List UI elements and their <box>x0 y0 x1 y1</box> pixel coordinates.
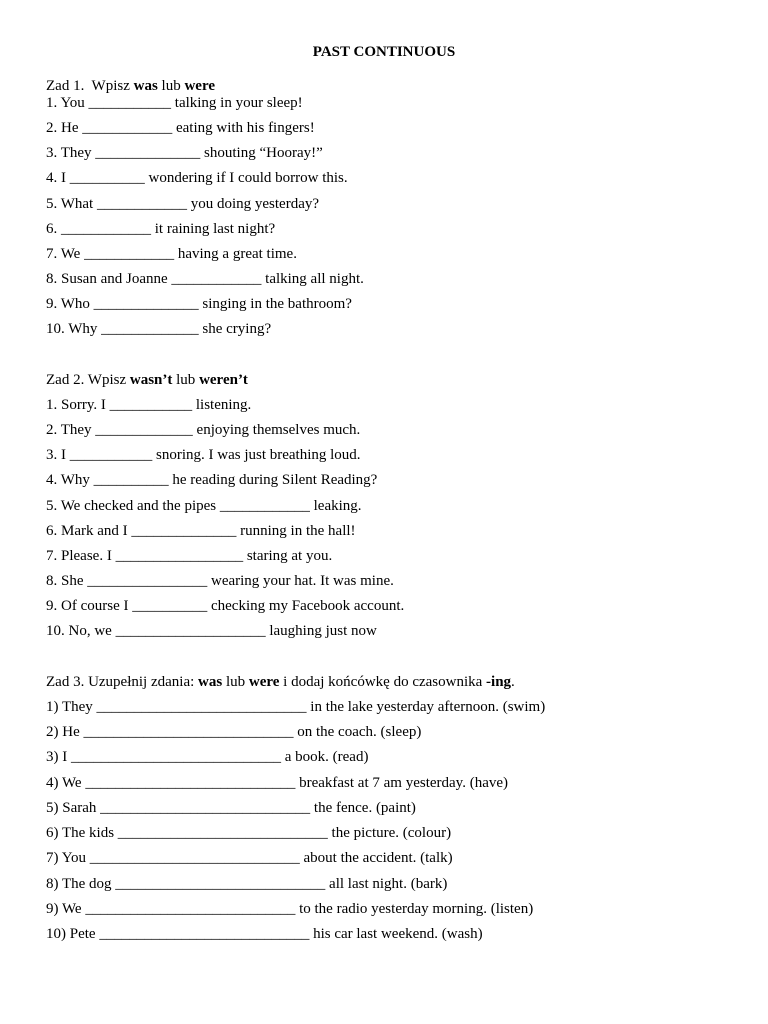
zad3-item-3: 3) I ____________________________ a book. (read) <box>46 749 369 765</box>
zad3-item-6: 6) The kids ____________________________ the picture. (colour) <box>46 825 452 841</box>
zad3-heading-bold-were: were <box>248 674 280 690</box>
zad2-item-9: 9. Of course I __________ checking my Facebook account. <box>46 598 405 614</box>
zad3-item-8: 8) The dog ____________________________ all last night. (bark) <box>46 876 448 892</box>
zad3-item-7: 7) You ____________________________ about the accident. (talk) <box>46 850 453 866</box>
zad3-item-2: 2) He ____________________________ on the coach. (sleep) <box>46 724 422 740</box>
zad3-heading-bold-was: was <box>198 674 223 690</box>
zad1-heading-bold-was: was <box>133 78 158 94</box>
zad2-item-2: 2. They _____________ enjoying themselves much. <box>46 422 361 438</box>
zad1-heading-mid: lub <box>157 78 185 94</box>
zad2-item-8: 8. She ________________ wearing your hat. It was mine. <box>46 573 394 589</box>
zad1-item-5: 5. What ____________ you doing yesterday? <box>46 196 320 212</box>
zad2-item-4: 4. Why __________ he reading during Silent Reading? <box>46 472 378 488</box>
zad3-item-10: 10) Pete ____________________________ his car last weekend. (wash) <box>46 926 483 942</box>
zad3-item-5: 5) Sarah ____________________________ the fence. (paint) <box>46 800 416 816</box>
zad1-item-7: 7. We ____________ having a great time. <box>46 246 297 262</box>
zad2-item-3: 3. I ___________ snoring. I was just breathing loud. <box>46 447 361 463</box>
zad2-item-6: 6. Mark and I ______________ running in the hall! <box>46 523 356 539</box>
zad3-heading-prefix: Zad 3. Uzupełnij zdania: <box>46 674 199 690</box>
zad3-heading <box>46 673 515 691</box>
zad1-item-8: 8. Susan and Joanne ____________ talking all night. <box>46 271 364 287</box>
zad2-item-5: 5. We checked and the pipes ____________ leaking. <box>46 498 362 514</box>
zad1-item-9: 9. Who ______________ singing in the bathroom? <box>46 296 352 312</box>
zad2-heading <box>46 371 248 389</box>
zad3-item-1: 1) They ____________________________ in the lake yesterday afternoon. (swim) <box>46 699 546 715</box>
zad1-heading <box>46 77 215 95</box>
zad2-item-1: 1. Sorry. I ___________ listening. <box>46 397 252 413</box>
zad1-heading-prefix: Zad 1. Wpisz <box>46 78 134 94</box>
zad1-item-6: 6. ____________ it raining last night? <box>46 221 276 237</box>
zad2-heading-prefix: Zad 2. Wpisz <box>46 372 130 388</box>
zad2-heading-bold-werent: weren’t <box>199 372 248 388</box>
zad3-heading-mid: lub <box>222 674 249 690</box>
zad1-item-4: 4. I __________ wondering if I could borrow this. <box>46 170 348 186</box>
zad3-item-9: 9) We ____________________________ to the radio yesterday morning. (listen) <box>46 901 534 917</box>
zad2-heading-bold-wasnt: wasn’t <box>129 372 173 388</box>
zad2-item-7: 7. Please. I _________________ staring at you. <box>46 548 333 564</box>
page-title: PAST CONTINUOUS <box>312 44 456 60</box>
zad2-item-10: 10. No, we ____________________ laughing just now <box>46 623 377 639</box>
zad3-heading-bold-ing: -ing <box>486 674 512 690</box>
zad2-heading-mid: lub <box>172 372 200 388</box>
zad3-item-4: 4) We ____________________________ breakfast at 7 am yesterday. (have) <box>46 775 509 791</box>
zad3-heading-mid2: i dodaj końcówkę do czasownika <box>279 674 487 690</box>
zad1-item-10: 10. Why _____________ she crying? <box>46 321 272 337</box>
zad1-item-1: 1. You ___________ talking in your sleep! <box>46 95 303 111</box>
zad1-heading-bold-were: were <box>184 78 216 94</box>
zad3-heading-end: . <box>511 674 515 690</box>
zad1-item-3: 3. They ______________ shouting “Hooray!” <box>46 145 323 161</box>
zad1-item-2: 2. He ____________ eating with his fingers! <box>46 120 315 136</box>
